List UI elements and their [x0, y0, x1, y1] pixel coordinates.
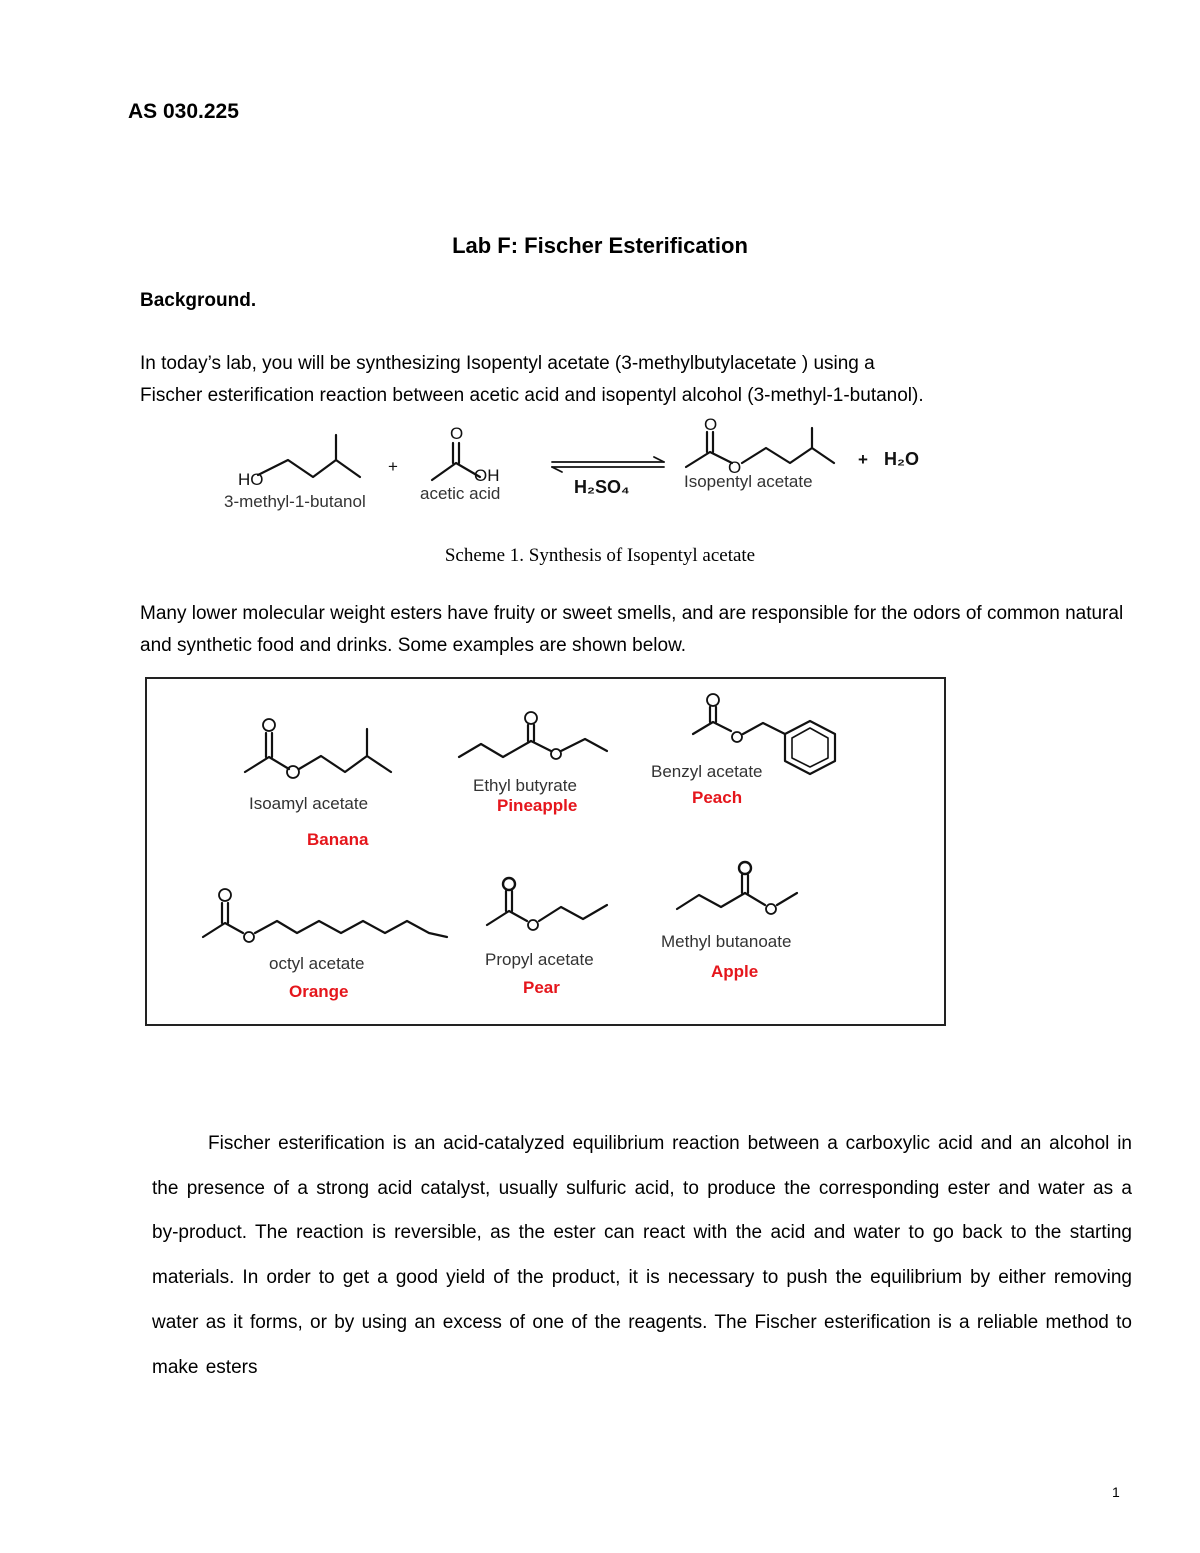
- fruit-label: Orange: [289, 982, 349, 1001]
- course-code: AS 030.225: [128, 100, 239, 123]
- ester-octyl-acetate: [203, 889, 447, 1001]
- molecule-3-methyl-1-butanol: [224, 435, 366, 511]
- reactant2-label: acetic acid: [420, 484, 501, 503]
- fruit-label: Pineapple: [497, 796, 578, 815]
- catalyst-label: H₂SO₄: [574, 477, 630, 497]
- first-word: Fischer: [208, 1133, 271, 1154]
- ester-name: octyl acetate: [269, 954, 365, 973]
- water-label: H₂O: [884, 449, 919, 469]
- equilibrium-arrow-icon: [552, 457, 664, 472]
- oh-atom: OH: [474, 466, 500, 485]
- reaction-scheme: [210, 415, 950, 520]
- ester-ethyl-butyrate: [459, 712, 607, 815]
- ester-benzyl-acetate: [651, 694, 835, 807]
- ester-isoamyl-acetate: [245, 719, 391, 849]
- ester-methyl-butanoate: [661, 862, 797, 981]
- ester-name: Benzyl acetate: [651, 762, 763, 781]
- ester-name: Methyl butanoate: [661, 932, 792, 951]
- page-number: 1: [1112, 1484, 1120, 1500]
- ester-examples-figure: [145, 677, 946, 1026]
- fruit-label: Peach: [692, 788, 743, 807]
- page-title: Lab F: Fischer Esterification: [452, 233, 748, 258]
- intro-paragraph: [140, 348, 924, 412]
- paragraph-body: esterification is an acid-catalyzed equilibrium reaction between a carboxylic acid and an alcohol in the presence of a strong acid catalyst, usually sulfuric acid, to produce the corresponding ester and water as a by-product. The reaction is reversible, as the ester can react with the acid and water to go back to the starting materials. In order to get a good yield of the product, it is necessary to push the equilibrium by either removing water as it forms, or by using an excess of one of the reagents. The Fischer esterification is a reliable method to make esters: [152, 1133, 1132, 1378]
- reactant1-label: 3-methyl-1-butanol: [224, 492, 366, 511]
- scheme-caption: Scheme 1. Synthesis of Isopentyl acetate: [444, 545, 756, 566]
- esters-paragraph: Many lower molecular weight esters have fruity or sweet smells, and are responsible for the odors of common natural and synthetic food and drinks. Some examples are shown below.: [140, 603, 1124, 656]
- ester-name: Propyl acetate: [485, 950, 594, 969]
- plus-sign-1: +: [388, 457, 398, 476]
- fruit-label: Apple: [711, 962, 759, 981]
- section-heading: Background.: [140, 290, 257, 311]
- intro-line-1: In today’s lab, you will be synthesizing Isopentyl acetate (3-methylbutylacetate ) using a: [140, 353, 875, 374]
- fischer-paragraph: [152, 1122, 1132, 1390]
- intro-line-2: Fischer esterification reaction between acetic acid and isopentyl alcohol (3-methyl-1-butanol).: [140, 385, 924, 406]
- plus-sign-2: +: [858, 450, 868, 469]
- carbonyl-oxygen: O: [704, 415, 718, 434]
- ester-structures: [147, 679, 944, 1024]
- ester-propyl-acetate: [485, 878, 607, 997]
- product-label: Isopentyl acetate: [684, 472, 813, 491]
- ho-atom: HO: [238, 470, 264, 489]
- molecule-isopentyl-acetate: [684, 415, 834, 491]
- molecule-acetic-acid: [420, 424, 500, 503]
- fruit-label: Pear: [523, 978, 560, 997]
- fruit-label: Banana: [307, 830, 369, 849]
- ester-oxygen: O: [728, 458, 742, 477]
- ester-name: Ethyl butyrate: [473, 776, 577, 795]
- ester-name: Isoamyl acetate: [249, 794, 369, 813]
- oxygen-atom: O: [450, 424, 464, 443]
